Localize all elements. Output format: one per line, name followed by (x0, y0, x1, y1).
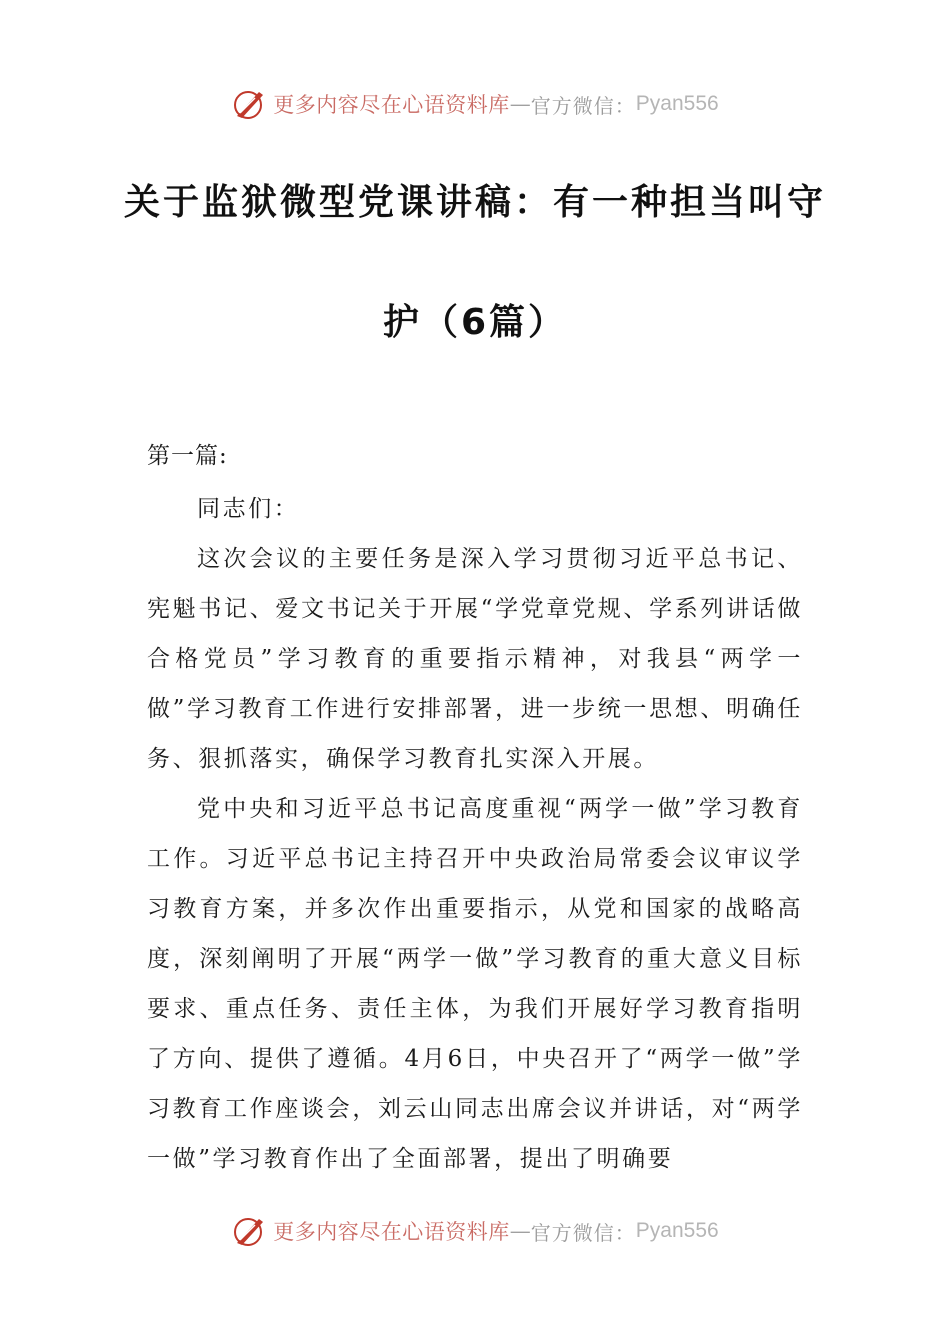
banner-prefix-text: 更多内容尽在心语资料库 (273, 93, 510, 117)
body-text (147, 484, 803, 1184)
footer-wechat-id: Pyan556 (635, 1219, 719, 1242)
document-title-line-1: 关于监狱微型党课讲稿：有一种担当叫守 (123, 182, 826, 223)
banner-wechat-label: 官方微信： (530, 93, 636, 118)
footer-banner (0, 1211, 950, 1251)
body-paragraph-2: 党中央和习近平总书记高度重视“两学一做”学习教育工作。习近平总书记主持召开中央政治局常委会议审议学习教育方案，并多次作出重要指示，从党和国家的战略高度，深刻阐明了开展“两学一做”学习教育的重大意义目标要求、重点任务、责任主体，为我们开展好学习教育指明了方向、提供了遵循。4月6日，中央召开了“两学一做”学习教育工作座谈会，刘云山同志出席会议并讲话，对“两学一做”学习教育作出了全面部署，提出了明确要 (147, 796, 803, 1172)
body-paragraph-1: 这次会议的主要任务是深入学习贯彻习近平总书记、宪魁书记、爱文书记关于开展“学党章党规、学系列讲话做合格党员”学习教育的重要指示精神，对我县“两学一做”学习教育工作进行安排部署，进一步统一思想、明确任务、狠抓落实，确保学习教育扎实深入开展。 (147, 546, 803, 772)
quill-logo-icon (231, 1213, 267, 1249)
section-heading: 第一篇: (147, 443, 228, 469)
footer-prefix-text: 更多内容尽在心语资料库 (273, 1220, 510, 1244)
banner-dash: — (509, 92, 531, 116)
document-title-line-2: 护（6篇） (382, 302, 568, 343)
quill-logo-icon (231, 86, 267, 122)
header-banner (0, 84, 950, 124)
footer-wechat-label: 官方微信： (530, 1220, 636, 1245)
footer-dash: — (509, 1219, 531, 1243)
salutation-paragraph: 同志们： (197, 496, 300, 522)
banner-wechat-id: Pyan556 (635, 92, 719, 115)
